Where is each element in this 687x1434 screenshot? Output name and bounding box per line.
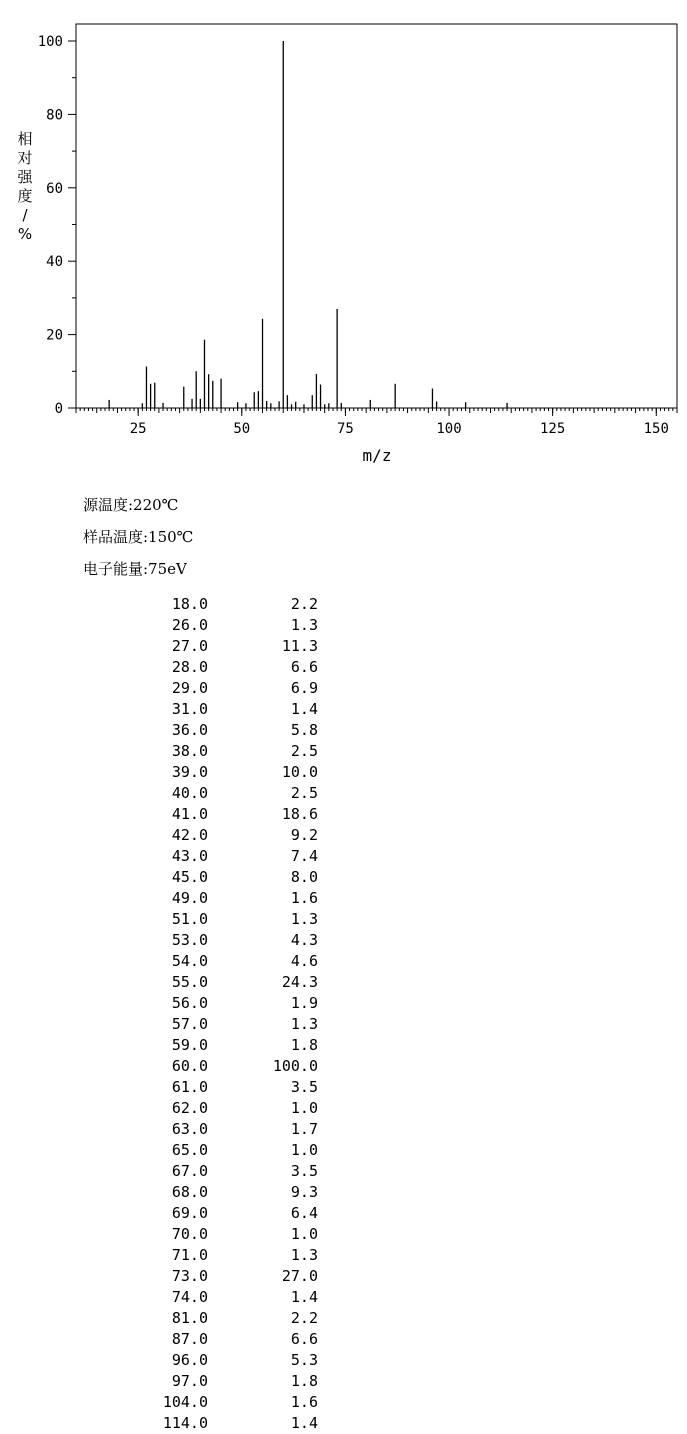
- y-tick-label: 40: [46, 254, 63, 271]
- peak-mz: 41.0: [171, 805, 208, 823]
- peak-abundance: 1.7: [290, 1120, 318, 1138]
- y-ticks: [38, 34, 76, 417]
- peak-mz: 81.0: [171, 1309, 208, 1327]
- peak-mz: 49.0: [171, 889, 208, 907]
- peak-mz: 69.0: [171, 1204, 208, 1222]
- peak-mz: 36.0: [171, 721, 208, 739]
- x-tick-label: 100: [436, 421, 462, 437]
- peak-mz: 57.0: [171, 1015, 208, 1033]
- peak-mz: 61.0: [171, 1078, 208, 1096]
- peak-abundance: 1.4: [290, 1288, 318, 1306]
- peak-mz: 26.0: [171, 616, 208, 634]
- peak-abundance: 5.8: [290, 721, 318, 739]
- peak-mz: 60.0: [171, 1057, 208, 1075]
- peak-mz: 54.0: [171, 952, 208, 970]
- peak-abundance: 1.3: [290, 1015, 318, 1033]
- y-tick-label: 100: [37, 34, 63, 50]
- peak-abundance: 100.0: [272, 1057, 318, 1075]
- peak-mz: 67.0: [171, 1162, 208, 1180]
- peak-abundance: 27.0: [281, 1267, 318, 1285]
- peak-mz: 104.0: [162, 1393, 208, 1411]
- peak-abundance: 9.2: [290, 826, 318, 844]
- peak-abundance: 1.4: [290, 1414, 318, 1432]
- peak-mz: 53.0: [171, 931, 208, 949]
- peak-mz: 40.0: [171, 784, 208, 802]
- peak-abundance: 9.3: [290, 1183, 318, 1201]
- peak-abundance: 11.3: [281, 637, 318, 655]
- peak-abundance: 1.3: [290, 910, 318, 928]
- peak-mz: 87.0: [171, 1330, 208, 1348]
- peak-abundance: 24.3: [281, 973, 318, 991]
- peak-abundance: 7.4: [290, 847, 318, 865]
- peak-abundance: 1.0: [290, 1099, 318, 1117]
- peak-abundance: 8.0: [290, 868, 318, 886]
- peak-mz: 51.0: [171, 910, 208, 928]
- x-tick-label: 150: [643, 421, 669, 437]
- peak-mz: 45.0: [171, 868, 208, 886]
- y-tick-label: 60: [46, 180, 63, 197]
- peak-mz: 43.0: [171, 847, 208, 865]
- peak-abundance: 1.4: [290, 700, 318, 718]
- x-tick-label: 25: [129, 421, 147, 437]
- peak-mz: 62.0: [171, 1099, 208, 1117]
- peak-mz: 55.0: [171, 973, 208, 991]
- peak-mz: 38.0: [171, 742, 208, 760]
- peak-abundance: 1.0: [290, 1225, 318, 1243]
- peak-abundance: 1.6: [290, 1393, 318, 1411]
- peak-mz: 31.0: [171, 700, 208, 718]
- peak-mz: 114.0: [162, 1414, 208, 1432]
- peak-abundance: 18.6: [281, 805, 318, 823]
- peak-abundance: 10.0: [281, 763, 318, 781]
- peak-mz: 73.0: [171, 1267, 208, 1285]
- plot-frame: [76, 24, 677, 408]
- x-minor-ticks: [76, 408, 677, 413]
- peak-mz: 68.0: [171, 1183, 208, 1201]
- peak-abundance: 6.4: [290, 1204, 318, 1222]
- peak-abundance: 1.8: [290, 1036, 318, 1054]
- peak-mz: 39.0: [171, 763, 208, 781]
- peak-bars: [109, 41, 507, 408]
- sample-temperature: 样品温度:150℃: [83, 528, 194, 546]
- peak-abundance: 4.6: [290, 952, 318, 970]
- peak-mz: 27.0: [171, 637, 208, 655]
- x-tick-label: 75: [336, 421, 354, 437]
- peak-abundance: 2.2: [290, 1309, 318, 1327]
- peak-mz: 59.0: [171, 1036, 208, 1054]
- y-tick-label: 0: [54, 401, 63, 417]
- peak-abundance: 6.6: [290, 658, 318, 676]
- mass-spectrum-chart: [0, 0, 687, 480]
- peak-mz: 96.0: [171, 1351, 208, 1369]
- x-major-ticks: [130, 408, 669, 437]
- peak-abundance: 1.3: [290, 616, 318, 634]
- y-axis-label: 相对强度/ %: [17, 130, 33, 243]
- peak-mz: 63.0: [171, 1120, 208, 1138]
- peak-abundance: 1.8: [290, 1372, 318, 1390]
- y-tick-label: 20: [46, 327, 63, 344]
- peak-abundance: 1.6: [290, 889, 318, 907]
- peak-mz: 97.0: [171, 1372, 208, 1390]
- peak-abundance: 1.9: [290, 994, 318, 1012]
- peak-abundance: 3.5: [290, 1162, 318, 1180]
- peak-abundance: 2.5: [290, 742, 318, 760]
- x-tick-label: 50: [233, 421, 251, 437]
- peak-abundance: 3.5: [290, 1078, 318, 1096]
- peak-mz: 74.0: [171, 1288, 208, 1306]
- peak-abundance: 2.2: [290, 595, 318, 613]
- x-axis-label: m/z: [362, 446, 392, 465]
- y-tick-label: 80: [46, 107, 63, 124]
- peak-mz: 56.0: [171, 994, 208, 1012]
- peak-abundance: 4.3: [290, 931, 318, 949]
- x-tick-label: 125: [540, 421, 566, 437]
- peak-abundance: 5.3: [290, 1351, 318, 1369]
- source-temperature: 源温度:220℃: [83, 496, 179, 514]
- peak-mz: 28.0: [171, 658, 208, 676]
- peak-mz: 71.0: [171, 1246, 208, 1264]
- peak-abundance: 1.3: [290, 1246, 318, 1264]
- electron-energy: 电子能量:75eV: [83, 560, 187, 578]
- peak-mz: 29.0: [171, 679, 208, 697]
- peak-mz: 18.0: [171, 595, 208, 613]
- peak-abundance: 2.5: [290, 784, 318, 802]
- peak-abundance: 6.9: [290, 679, 318, 697]
- peak-abundance: 6.6: [290, 1330, 318, 1348]
- peak-mz: 70.0: [171, 1225, 208, 1243]
- peak-mz: 65.0: [171, 1141, 208, 1159]
- peak-abundance: 1.0: [290, 1141, 318, 1159]
- peak-mz: 42.0: [171, 826, 208, 844]
